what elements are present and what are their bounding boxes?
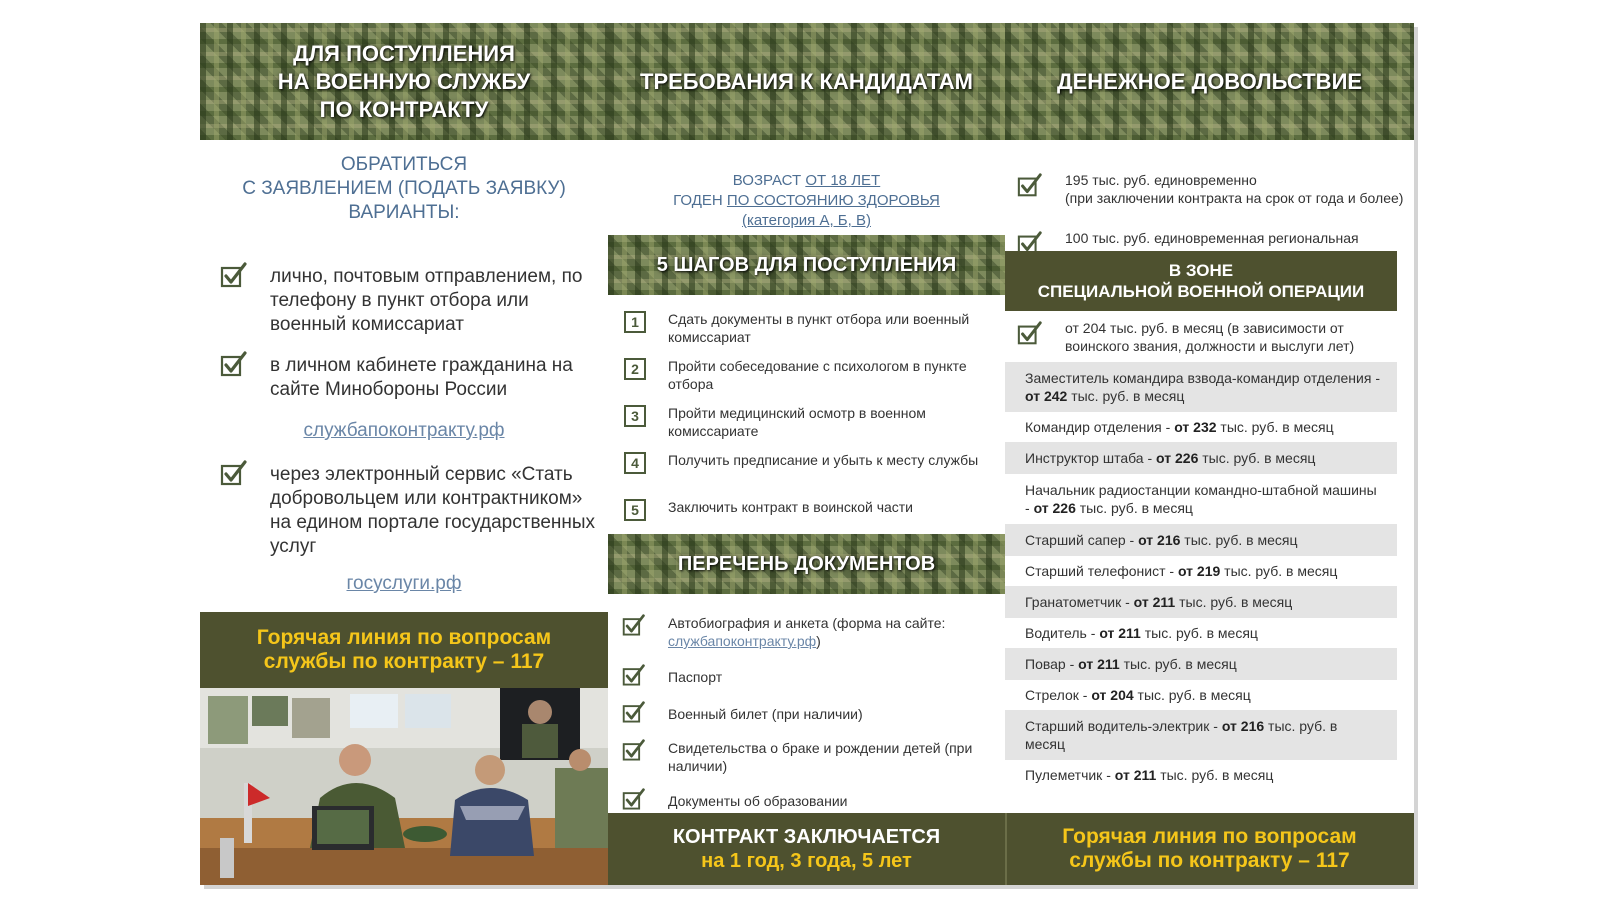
apply-option-text: лично, почтовым отправлением, по телефону в пункт отбора или военный комиссариат <box>270 266 583 335</box>
salary-role: Водитель <box>1025 625 1087 641</box>
step-text: Сдать документы в пункт отбора или военный комиссариат <box>668 311 970 345</box>
salary-role: Повар <box>1025 656 1066 672</box>
salary-amount: от 232 <box>1174 419 1217 435</box>
salary-unit: тыс. руб. в месяц <box>1216 419 1334 435</box>
salary-amount: от 211 <box>1133 594 1176 610</box>
docs-title-bar <box>608 534 1005 594</box>
requirement-age-prefix: ВОЗРАСТ <box>732 172 806 189</box>
hotline-line-1: Горячая линия по вопросам <box>256 626 552 649</box>
doc-item <box>622 788 992 812</box>
salary-role: Гранатометчик <box>1025 594 1122 610</box>
salary-amount: от 211 <box>1078 656 1120 672</box>
salary-dash: - <box>1025 500 1034 516</box>
salary-dash: - <box>1161 419 1175 435</box>
doc-autobiography: Автобиография и анкета (форма на сайте: <box>668 615 946 631</box>
salary-role: Старший сапер <box>1025 532 1126 548</box>
checkbox-icon <box>622 614 646 638</box>
link-sluzhba[interactable]: службапоконтракту.рф <box>303 420 505 441</box>
pay-amount: 100 <box>1065 230 1089 246</box>
zone-title-box <box>1005 251 1397 311</box>
doc-item <box>622 614 992 650</box>
contract-line-1: КОНТРАКТ ЗАКЛЮЧАЕТСЯ <box>672 826 941 848</box>
hotline-box-left <box>200 612 608 688</box>
pay-prefix: от <box>1065 320 1083 336</box>
apply-option-text: в личном кабинете гражданина на сайте Минобороны России <box>270 355 573 400</box>
step-item <box>624 404 994 440</box>
salary-role: Начальник радиостанции командно-штабной машины <box>1025 482 1377 498</box>
salary-amount: от 216 <box>1138 532 1181 548</box>
step-number: 3 <box>624 405 646 427</box>
steps-title: 5 ШАГОВ ДЛЯ ПОСТУПЛЕНИЯ <box>656 253 957 276</box>
salary-unit: тыс. руб. в месяц <box>1140 625 1258 641</box>
salary-unit: тыс. руб. в месяц <box>1220 563 1338 579</box>
step-text: Пройти медицинский осмотр в военном комиссариате <box>668 405 926 439</box>
checkbox-icon <box>622 739 646 763</box>
doc-item <box>622 739 992 775</box>
apply-option-cabinet <box>220 354 600 402</box>
step-text: Получить предписание и убыть к месту службы <box>668 452 979 468</box>
checkbox-icon <box>220 460 248 488</box>
recruitment-office-photo <box>200 688 608 885</box>
step-number: 2 <box>624 358 646 380</box>
doc-item <box>622 664 992 688</box>
docs-title: ПЕРЕЧЕНЬ ДОКУМЕНТОВ <box>677 552 936 575</box>
pay-amount: 204 <box>1082 320 1107 336</box>
salary-role: Старший телефонист <box>1025 563 1166 579</box>
salary-role: Старший водитель-электрик <box>1025 718 1210 734</box>
salary-dash: - <box>1209 718 1222 734</box>
requirement-health-value: ПО СОСТОЯНИЮ ЗДОРОВЬЯ <box>726 192 940 209</box>
salary-dash: - <box>1078 687 1092 703</box>
salary-role: Инструктор штаба <box>1025 450 1144 466</box>
doc-text <box>668 614 945 650</box>
header-pay-title: ДЕНЕЖНОЕ ДОВОЛЬСТВИЕ <box>1056 68 1363 94</box>
salary-amount: от 242 <box>1025 388 1068 404</box>
apply-title-line-2: С ЗАЯВЛЕНИЕМ (ПОДАТЬ ЗАЯВКУ) <box>242 178 566 199</box>
salary-role: Стрелок <box>1025 687 1079 703</box>
pay-amount: 195 <box>1065 172 1089 188</box>
step-item <box>624 451 994 474</box>
salary-row <box>1005 680 1397 710</box>
column-apply <box>200 23 608 885</box>
pay-item-monthly <box>1017 319 1409 355</box>
step-number: 5 <box>624 499 646 521</box>
link-gosuslugi[interactable]: госуслуги.рф <box>346 573 462 594</box>
salary-row <box>1005 412 1397 442</box>
checkbox-icon <box>622 701 646 725</box>
requirements-text <box>608 171 1005 231</box>
salary-unit: тыс. руб. в месяц <box>1133 687 1251 703</box>
hotline-box-right <box>1005 813 1414 885</box>
footer-divider <box>1005 813 1007 885</box>
header-apply <box>200 23 608 140</box>
salary-amount: от 211 <box>1099 625 1141 641</box>
salary-dash: - <box>1143 450 1157 466</box>
salary-amount: от 211 <box>1114 767 1157 783</box>
pay-desc: тыс. руб. в месяц (в зависимости от воинского звания, должности и выслуги лет) <box>1065 320 1355 354</box>
salary-amount: от 216 <box>1221 718 1265 734</box>
doc-text: Документы об образовании <box>668 793 848 809</box>
pay-note: (при заключении контракта на срок от года и более) <box>1065 190 1404 206</box>
doc-text: Свидетельства о браке и рождении детей (при наличии) <box>668 740 973 774</box>
requirement-age <box>608 171 1005 191</box>
salary-unit: тыс. руб. в месяц <box>1067 388 1185 404</box>
zone-line-2: СПЕЦИАЛЬНОЙ ВОЕННОЙ ОПЕРАЦИИ <box>1037 282 1365 301</box>
salary-dash: - <box>1125 532 1139 548</box>
step-item <box>624 310 994 346</box>
salary-dash: - <box>1371 370 1380 386</box>
salary-row <box>1005 648 1397 680</box>
pay-desc: тыс. руб. единовременная региональная <box>1092 230 1359 246</box>
contract-box <box>608 813 1005 885</box>
salary-row <box>1005 524 1397 556</box>
salary-unit: тыс. руб. в месяц <box>1025 718 1338 752</box>
hotline-line-2: службы по контракту – 117 <box>263 650 545 673</box>
salary-dash: - <box>1102 767 1115 783</box>
step-text: Пройти собеседование с психологом в пункте отбора <box>668 358 967 392</box>
pay-desc: тыс. руб. единовременно <box>1088 172 1257 188</box>
doc-link-sluzhba[interactable]: службапоконтракту.рф <box>668 633 817 649</box>
salary-row <box>1005 618 1397 648</box>
doc-paren: ) <box>816 633 821 649</box>
step-number: 1 <box>624 311 646 333</box>
salary-role: Заместитель командира взвода-командир отделения <box>1025 370 1372 386</box>
header-pay <box>1005 23 1414 140</box>
contract-line-2: на 1 год, 3 года, 5 лет <box>701 850 912 872</box>
header-apply-line-1: ДЛЯ ПОСТУПЛЕНИЯ <box>293 40 515 66</box>
salary-dash: - <box>1121 594 1134 610</box>
checkbox-icon <box>1017 321 1043 347</box>
salary-unit: тыс. руб. в месяц <box>1180 532 1298 548</box>
steps-title-bar <box>608 235 1005 295</box>
salary-amount: от 226 <box>1156 450 1199 466</box>
salary-unit: тыс. руб. в месяц <box>1198 450 1316 466</box>
doc-text: Паспорт <box>668 669 723 685</box>
salary-dash: - <box>1086 625 1100 641</box>
salary-row <box>1005 586 1397 618</box>
hotline-line-1: Горячая линия по вопросам <box>1062 825 1357 848</box>
hotline-line-2: службы по контракту – 117 <box>1069 849 1350 872</box>
salary-amount: от 204 <box>1091 687 1134 703</box>
column-pay <box>1005 23 1414 885</box>
step-text: Заключить контракт в воинской части <box>668 499 913 515</box>
header-requirements-title: ТРЕБОВАНИЯ К КАНДИДАТАМ <box>640 68 973 94</box>
apply-option-in-person <box>220 265 600 337</box>
apply-title <box>200 153 608 225</box>
header-apply-line-3: ПО КОНТРАКТУ <box>319 96 489 122</box>
apply-title-line-1: ОБРАТИТЬСЯ <box>340 154 468 175</box>
step-number: 4 <box>624 452 646 474</box>
salary-unit: тыс. руб. в месяц <box>1175 594 1293 610</box>
salary-row <box>1005 760 1397 790</box>
checkbox-icon <box>622 664 646 688</box>
salary-row <box>1005 442 1397 474</box>
checkbox-icon <box>220 262 248 290</box>
salary-amount: от 219 <box>1177 563 1221 579</box>
apply-option-gosuslugi <box>220 463 600 559</box>
pay-item-lump-sum <box>1017 171 1409 207</box>
salary-row <box>1005 474 1397 524</box>
apply-title-line-3: ВАРИАНТЫ: <box>348 202 460 223</box>
salary-amount: от 226 <box>1033 500 1076 516</box>
requirement-age-value: ОТ 18 ЛЕТ <box>805 172 881 189</box>
pay-text <box>1065 171 1403 207</box>
doc-item <box>622 701 992 725</box>
requirement-health-prefix: ГОДЕН <box>673 192 727 209</box>
salary-role: Командир отделения <box>1025 419 1162 435</box>
zone-line-1: В ЗОНЕ <box>1168 261 1234 280</box>
step-item <box>624 357 994 393</box>
checkbox-icon <box>220 351 248 379</box>
requirement-category: (категория А, Б, В) <box>742 212 871 229</box>
apply-option-text: через электронный сервис «Стать добровольцем или контрактником» на едином портале государственных услуг <box>270 464 596 557</box>
salary-dash: - <box>1165 563 1178 579</box>
salary-dash: - <box>1065 656 1079 672</box>
step-item <box>624 498 994 521</box>
checkbox-icon <box>622 788 646 812</box>
doc-text: Военный билет (при наличии) <box>668 706 863 722</box>
column-requirements <box>608 23 1005 885</box>
requirement-health <box>608 191 1005 211</box>
salary-unit: тыс. руб. в месяц <box>1075 500 1193 516</box>
salary-role: Пулеметчик <box>1025 767 1103 783</box>
salary-row <box>1005 710 1397 760</box>
salary-unit: тыс. руб. в месяц <box>1119 656 1237 672</box>
header-requirements <box>608 23 1005 140</box>
checkbox-icon <box>1017 173 1043 199</box>
position-salary-list <box>1005 362 1397 790</box>
salary-unit: тыс. руб. в месяц <box>1156 767 1274 783</box>
header-apply-line-2: НА ВОЕННУЮ СЛУЖБУ <box>277 68 531 94</box>
salary-row <box>1005 556 1397 586</box>
salary-row <box>1005 362 1397 412</box>
pay-text <box>1065 319 1409 355</box>
leaflet <box>200 23 1414 885</box>
